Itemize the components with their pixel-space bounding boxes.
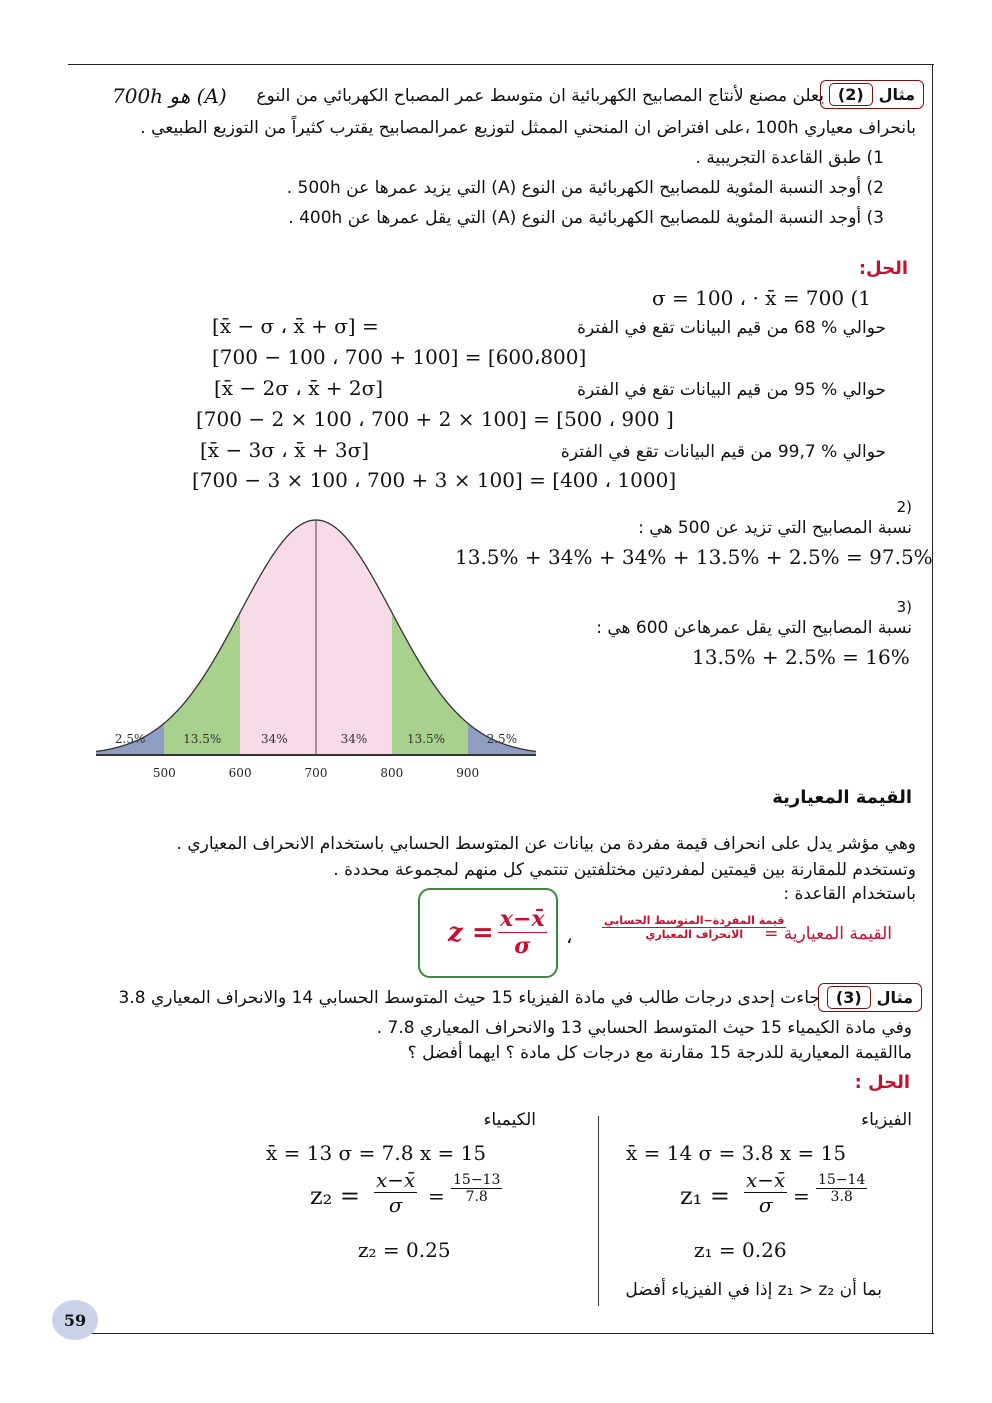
example-2-line-1-text: يعلن مصنع لأنتاج المصابيح الكهربائية ان متوسط عمر المصباح الكهربائي من النوع [256, 86, 824, 106]
example-3-tag [818, 983, 922, 1012]
word-formula-label: القيمة المعيارية = [764, 924, 892, 944]
physics-z-denominator: σ [758, 1193, 773, 1217]
rule-68-text: حوالي % 68 من قيم البيانات تقع في الفترة [577, 318, 886, 338]
z-formula-numerator: x−x̄ [500, 906, 545, 932]
region-label-1: 2.5% [114, 732, 146, 746]
example-2-line-1-math: 700h هو (A) [112, 84, 227, 108]
x-tick-label-900: 900 [456, 766, 480, 780]
chemistry-label: الكيمياء [483, 1110, 536, 1130]
part-3-calculation: 13.5% + 2.5% = 16% [692, 645, 910, 669]
z-formula-lhs: z = [448, 918, 494, 948]
chemistry-equals: = [428, 1184, 445, 1208]
word-formula-fraction [602, 914, 786, 941]
example-3-line-2: وفي مادة الكيمياء 15 حيث المتوسط الحسابي 13 والانحراف المعياري 7.8 . [376, 1018, 912, 1038]
region-label-3: 34% [260, 732, 288, 746]
region-label-2: 13.5% [183, 732, 222, 746]
given-values: σ = 100 ، · x̄ = 700 (1 [652, 286, 871, 310]
chemistry-z-denominator: σ [388, 1193, 403, 1217]
z-formula-fraction [498, 906, 547, 959]
standard-score-paragraph-3: باستخدام القاعدة : [783, 884, 916, 904]
solution-heading: الحل: [858, 258, 908, 279]
example-2-question-3: 3) أوجد النسبة المئوية للمصابيح الكهربائية من النوع (A) التي يقل عمرها عن 400h . [288, 208, 884, 228]
example-3-tag-number: (3) [827, 986, 871, 1009]
standard-score-heading: القيمة المعيارية [772, 787, 912, 808]
chemistry-z-formula-fraction [374, 1168, 417, 1217]
x-tick-label-800: 800 [380, 766, 404, 780]
word-formula-denominator: الانحراف المعياري [645, 928, 744, 941]
standard-score-paragraph-2: وتستخدم للمقارنة بين قيمتين لمفردتين مختلفتين تنتمي كل منهم لمجموعة محددة . [333, 860, 916, 880]
normal-distribution-chart [96, 515, 536, 790]
rule-997-values: [700 − 3 × 100 ، 700 + 3 × 100] = [400 ، 1000] [192, 468, 677, 492]
rule-95-interval: [x̄ − 2σ ، x̄ + 2σ] [214, 376, 384, 400]
x-tick-label-500: 500 [152, 766, 176, 780]
chemistry-result: z₂ = 0.25 [358, 1238, 451, 1262]
x-tick-label-700: 700 [304, 766, 328, 780]
chemistry-z-numerator: x−x̄ [376, 1168, 416, 1192]
region-right-pink [316, 520, 392, 755]
region-label-4: 34% [340, 732, 368, 746]
rule-997-interval: [x̄ − 3σ ، x̄ + 3σ] [200, 438, 370, 462]
part-2-number: (2 [896, 498, 912, 516]
conclusion: بما أن z₁ > z₂ إذا في الفيزياء أفضل [625, 1280, 882, 1300]
rule-997-text: حوالي % 99,7 من قيم البيانات تقع في الفترة [560, 442, 886, 462]
part-3-text: نسبة المصابيح التي يقل عمرهاعن 600 هي : [596, 618, 912, 638]
standard-score-paragraph-1: وهي مؤشر يدل على انحراف قيمة مفردة من بيانات عن المتوسط الحسابي باستخدام الانحراف المعياري . [176, 834, 916, 854]
physics-equals: = [793, 1184, 810, 1208]
example-2-question-2: 2) أوجد النسبة المئوية للمصابيح الكهربائية من النوع (A) التي يزيد عمرها عن 500h . [286, 178, 884, 198]
physics-result: z₁ = 0.26 [694, 1238, 787, 1262]
chemistry-values-denominator: 7.8 [465, 1189, 488, 1205]
example-3-line-3: ماالقيمة المعيارية للدرجة 15 مقارنة مع درجات كل مادة ؟ ايهما أفضل ؟ [407, 1043, 912, 1063]
rule-95-values: [700 − 2 × 100 ، 700 + 2 × 100] = [500 ، 900 ] [196, 407, 674, 431]
part-2-text: نسبة المصابيح التي تزيد عن 500 هي : [638, 518, 912, 538]
physics-values-denominator: 3.8 [830, 1189, 853, 1205]
physics-z-formula-fraction [744, 1168, 787, 1217]
region-label-5: 13.5% [406, 732, 446, 746]
page-frame-bottom [68, 1333, 934, 1334]
word-formula-numerator: قيمة المفردة−المتوسط الحسابي [604, 914, 785, 927]
rule-95-text: حوالي % 95 من قيم البيانات تقع في الفترة [577, 380, 886, 400]
chemistry-values-numerator: 15−13 [453, 1172, 501, 1188]
page-number: 59 [52, 1300, 98, 1340]
part-2-calculation: 13.5% + 34% + 34% + 13.5% + 2.5% = 97.5% [455, 545, 933, 569]
chemistry-z-lhs: z₂ = [310, 1182, 361, 1210]
example-3-line-1: جاءت إحدى درجات طالب في مادة الفيزياء 15 حيث المتوسط الحسابي 14 والانحراف المعياري 3.8 [118, 988, 820, 1008]
rule-68-values: [700 − 100 ، 700 + 100] = [600،800] [212, 345, 587, 369]
part-3-number: (3 [896, 598, 912, 616]
physics-label: الفيزياء [861, 1110, 912, 1130]
example-2-tag [820, 80, 924, 109]
physics-z-lhs: z₁ = [680, 1182, 731, 1210]
page-frame-top [68, 64, 934, 65]
example-2-tag-number: (2) [829, 83, 873, 106]
example-2-tag-label: مثال [878, 85, 915, 104]
region-label-6: 2.5% [486, 732, 518, 746]
example-3-solution-heading: الحل : [854, 1072, 910, 1093]
physics-values-fraction [816, 1172, 867, 1205]
rule-68-interval: [x̄ − σ ، x̄ + σ] = [212, 314, 379, 338]
x-tick-label-600: 600 [228, 766, 252, 780]
page-frame-right [932, 64, 933, 1334]
physics-z-numerator: x−x̄ [746, 1168, 786, 1192]
chemistry-values-fraction [451, 1172, 502, 1205]
formula-separator: ، [566, 924, 573, 948]
physics-values-numerator: 15−14 [818, 1172, 866, 1188]
example-3-tag-label: مثال [876, 988, 913, 1007]
z-formula-denominator: σ [514, 933, 531, 959]
physics-given: x̄ = 14 σ = 3.8 x = 15 [626, 1141, 847, 1165]
column-divider [598, 1116, 599, 1306]
example-2-question-1: 1) طبق القاعدة التجريبية . [695, 148, 884, 168]
region-left-pink [240, 520, 316, 755]
chemistry-given: x̄ = 13 σ = 7.8 x = 15 [266, 1141, 487, 1165]
example-2-line-2: بانحراف معياري 100h ،على افتراض ان المنحني الممثل لتوزيع عمرالمصابيح يقترب كثيراً من التوزيع الطبيعي . [140, 118, 916, 138]
